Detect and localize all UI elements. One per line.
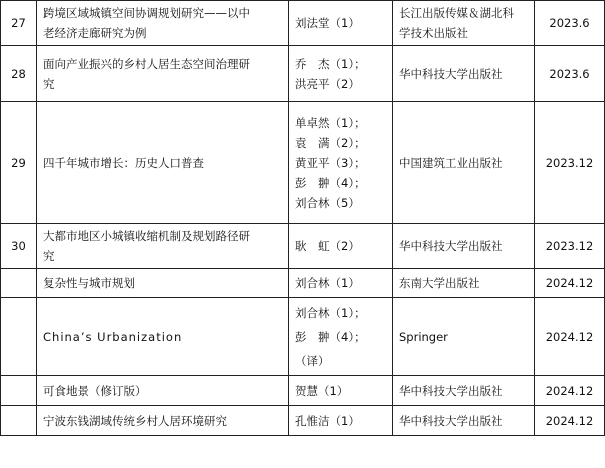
book-title-line: 究 bbox=[43, 76, 55, 91]
author-cell bbox=[289, 46, 393, 102]
publication-date-cell bbox=[535, 376, 605, 406]
row-number-cell bbox=[1, 269, 37, 298]
publication-date-cell bbox=[535, 298, 605, 376]
publication-date-cell bbox=[535, 46, 605, 102]
author-line: 彭 翀（4）； bbox=[295, 175, 366, 190]
book-title-line: 大都市地区小城镇收缩机制及规划路径研 bbox=[43, 229, 250, 243]
row-number: 27 bbox=[11, 16, 26, 30]
author-line: 乔 杰（1）； bbox=[295, 56, 366, 71]
book-title-cell bbox=[37, 46, 289, 102]
row-number-cell bbox=[1, 224, 37, 269]
author-line: 刘合林（5） bbox=[295, 195, 360, 210]
publisher-cell bbox=[393, 376, 535, 406]
publisher-line: Springer bbox=[399, 329, 448, 344]
publication-date-cell bbox=[535, 102, 605, 224]
book-title-cell bbox=[37, 102, 289, 224]
publication-date-cell bbox=[535, 224, 605, 269]
publisher-line: 华中科技大学出版社 bbox=[399, 239, 503, 253]
author-cell bbox=[289, 224, 393, 269]
publication-date: 2024.12 bbox=[545, 329, 594, 344]
row-number-cell bbox=[1, 298, 37, 376]
publisher-line: 华中科技大学出版社 bbox=[399, 66, 503, 81]
row-number-cell bbox=[1, 102, 37, 224]
row-number-cell bbox=[1, 1, 37, 46]
author-line: 黄亚平（3）； bbox=[295, 155, 366, 170]
book-title-cell bbox=[37, 1, 289, 46]
author-cell bbox=[289, 269, 393, 298]
publisher-cell bbox=[393, 102, 535, 224]
publication-date: 2024.12 bbox=[545, 276, 594, 290]
book-title-line: 老经济走廊研究为例 bbox=[43, 26, 147, 40]
book-title-line: 究 bbox=[43, 249, 55, 263]
table-row bbox=[1, 46, 605, 102]
author-line: 单卓然（1）； bbox=[295, 115, 366, 130]
author-line: 耿 虹（2） bbox=[295, 239, 360, 253]
author-cell bbox=[289, 1, 393, 46]
author-line: 袁 满（2）； bbox=[295, 135, 366, 150]
publisher-cell bbox=[393, 298, 535, 376]
author-line: 洪亮平（2） bbox=[295, 76, 360, 91]
row-number: 30 bbox=[11, 239, 26, 253]
table-row bbox=[1, 298, 605, 376]
book-title-cell bbox=[37, 298, 289, 376]
publisher-cell bbox=[393, 269, 535, 298]
author-cell bbox=[289, 406, 393, 436]
book-title-line: 宁波东钱湖域传统乡村人居环境研究 bbox=[43, 413, 227, 428]
book-title-cell bbox=[37, 224, 289, 269]
publisher-cell bbox=[393, 406, 535, 436]
author-cell bbox=[289, 298, 393, 376]
publisher-line: 华中科技大学出版社 bbox=[399, 413, 503, 428]
row-number-cell bbox=[1, 376, 37, 406]
publication-date-cell bbox=[535, 1, 605, 46]
book-title-line: 复杂性与城市规划 bbox=[43, 276, 135, 290]
publisher-line: 学技术出版社 bbox=[399, 26, 468, 40]
publication-date: 2024.12 bbox=[545, 413, 594, 428]
table-row bbox=[1, 224, 605, 269]
book-title-line: 面向产业振兴的乡村人居生态空间治理研 bbox=[43, 56, 250, 71]
publication-date: 2023.6 bbox=[549, 66, 590, 81]
row-number: 29 bbox=[11, 155, 26, 170]
publisher-cell bbox=[393, 224, 535, 269]
publisher-line: 东南大学出版社 bbox=[399, 276, 480, 290]
publication-date: 2023.12 bbox=[545, 239, 594, 253]
author-cell bbox=[289, 102, 393, 224]
book-title-line: 可食地景（修订版） bbox=[43, 383, 147, 398]
book-title-line: 四千年城市增长：历史人口普查 bbox=[43, 155, 204, 170]
author-line: 刘合林（1） bbox=[295, 276, 360, 290]
table-row bbox=[1, 102, 605, 224]
publisher-line: 长江出版传媒＆湖北科 bbox=[399, 6, 514, 20]
book-title-line: 跨境区域城镇空间协调规划研究——以中 bbox=[43, 6, 250, 20]
book-title-cell bbox=[37, 376, 289, 406]
book-title-line: China’s Urbanization bbox=[43, 329, 183, 344]
author-line: 彭 翀（4）； bbox=[295, 329, 366, 344]
table-row bbox=[1, 406, 605, 436]
author-line: （译） bbox=[295, 353, 330, 368]
book-title-cell bbox=[37, 406, 289, 436]
book-title-cell bbox=[37, 269, 289, 298]
author-line: 刘合林（1）； bbox=[295, 305, 366, 320]
publication-date: 2023.6 bbox=[549, 16, 590, 30]
publication-table-body bbox=[1, 1, 605, 436]
table-row bbox=[1, 1, 605, 46]
row-number: 28 bbox=[11, 66, 26, 81]
table-row bbox=[1, 269, 605, 298]
publisher-line: 中国建筑工业出版社 bbox=[399, 155, 503, 170]
author-line: 刘法堂（1） bbox=[295, 16, 360, 30]
publication-date: 2024.12 bbox=[545, 383, 594, 398]
author-line: 孔惟洁（1） bbox=[295, 413, 360, 428]
publisher-line: 华中科技大学出版社 bbox=[399, 383, 503, 398]
publisher-cell bbox=[393, 46, 535, 102]
table-row bbox=[1, 376, 605, 406]
publication-date-cell bbox=[535, 406, 605, 436]
row-number-cell bbox=[1, 46, 37, 102]
author-cell bbox=[289, 376, 393, 406]
author-line: 贺慧（1） bbox=[295, 383, 349, 398]
row-number-cell bbox=[1, 406, 37, 436]
publication-date-cell bbox=[535, 269, 605, 298]
publication-date: 2023.12 bbox=[545, 155, 594, 170]
publisher-cell bbox=[393, 1, 535, 46]
